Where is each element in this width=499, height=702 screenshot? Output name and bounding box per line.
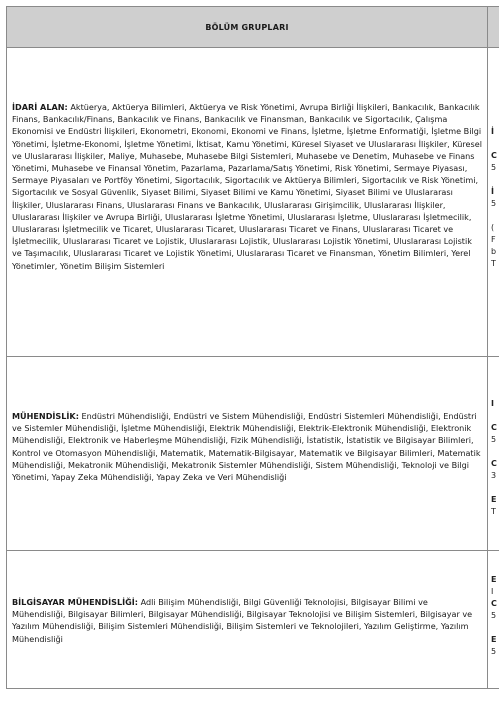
side-fragment: C <box>491 151 497 160</box>
side-fragments-1 <box>491 126 497 270</box>
side-fragment <box>491 446 497 458</box>
table-row <box>12 596 482 645</box>
side-fragment: 5 <box>491 199 497 208</box>
group-label: İDARİ ALAN: <box>12 102 68 112</box>
side-fragment: İ <box>491 127 494 136</box>
side-fragment: E <box>491 575 497 584</box>
side-fragments-2 <box>491 398 497 518</box>
side-fragment: C <box>491 423 497 432</box>
side-fragment <box>491 174 497 186</box>
column-header-title: BÖLÜM GRUPLARI <box>205 22 289 32</box>
side-fragment: b <box>491 247 497 256</box>
side-fragment <box>491 138 497 150</box>
side-fragment: 5 <box>491 647 497 656</box>
side-fragment: T <box>491 259 496 268</box>
side-fragment <box>491 482 497 494</box>
side-fragment: F <box>491 235 496 244</box>
side-fragment: I <box>491 587 494 596</box>
column-header <box>7 7 487 47</box>
side-fragment: E <box>491 495 497 504</box>
side-fragment: İ <box>491 187 494 196</box>
column-divider <box>487 6 488 689</box>
side-fragment: 5 <box>491 611 497 620</box>
group-departments: Endüstri Mühendisliği, Endüstri ve Sistem Mühendisliği, Endüstri Sistemleri Mühendisliği, Endüstri ve Sistemler Mühendisliği, İşletme Mühendisliği, Elektrik Mühendisliği, Elektrik-Elektronik Mühendisliği, Elektronik Mühendisliği, Elektronik ve Haberleşme Mühendisliği, Fizik Mühendisliği, İstatistik, İstatistik ve Bilgisayar Bilimleri, Kontrol ve Otomasyon Mühendisliği, Matematik, Matematik-Bilgisayar, Matematik ve Bilgisayar Bilimleri, Matematik Mühendisliği, Mekatronik Mühendisliği, Mekatronik Sistemler Mühendisliği, Sistem Mühendisliği, Teknoloji ve Bilgi Yönetimi, Yapay Zeka Mühendisliği, Yapay Zeka ve Veri Mühendisliği <box>12 411 481 483</box>
side-fragment: C <box>491 599 497 608</box>
row-divider <box>7 47 499 48</box>
side-fragment: 3 <box>491 471 497 480</box>
group-departments: Aktüerya, Aktüerya Bilimleri, Aktüerya ve Risk Yönetimi, Avrupa Birliği İlişkileri, Bankacılık, Bankacılık Finans, Bankacılık/Finans, Bankacılık ve Finans, Bankacılık ve Finansman, Bankacılık ve Sigortacılık, Çalışma Ekonomisi ve Endüstri İlişkileri, Ekonometri, Ekonomi, Ekonomi ve Finans, İşletme, İşletme Enformatiği, İşletme Bilgi Yönetimi, İşletme-Ekonomi, İşletme Yönetimi, İktisat, Kamu Yönetimi, Küresel Siyaset ve Uluslararası İlişkiler, Küresel ve Uluslararası İlişkiler, Maliye, Muhasebe, Muhasebe Bilgi Sistemleri, Muhasebe ve Denetim, Muhasebe ve Finans Yönetimi, Muhasebe ve Finansal Yönetim, Pazarlama, Pazarlama/Satış Yönetimi, Risk Yönetimi, Sermaye Piyasası, Sermaye Piyasaları ve Portföy Yönetimi, Sigortacılık, Sigortacılık ve Aktüerya Bilimleri, Sigortacılık ve Risk Yönetimi, Sigortacılık ve Sosyal Güvenlik, Siyaset Bilimi, Siyaset Bilimi ve Kamu Yönetimi, Siyaset Bilimi ve Uluslararası İlişkiler, Uluslararası Finans, Uluslararası Finans ve Bankacılık, Uluslararası Girişimcilik, Uluslararası İlişkiler, Uluslararası İlişkiler ve Avrupa Birliği, Uluslararası İşletme Yönetimi, Uluslararası İşletme, Uluslararası İşletmecilik, Uluslararası İşletmecilik ve Ticaret, Uluslararası Ticaret, Uluslararası Ticaret ve Finans, Uluslararası Ticaret ve İşletmecilik, Uluslararası Ticaret ve Lojistik, Uluslararası Lojistik, Uluslararası Lojistik Yönetimi, Uluslararası Lojistik ve Taşımacılık, Uluslararası Ticaret ve Lojistik Yönetimi, Uluslararası Ticaret ve Finansman, Yönetim Bilimleri, Yerel Yönetimler, Yönetim Bilişim Sistemleri <box>12 102 482 271</box>
table-row <box>12 101 482 272</box>
side-fragment: E <box>491 635 497 644</box>
side-fragment: 5 <box>491 163 497 172</box>
side-fragment <box>491 210 497 222</box>
table-row <box>12 410 482 483</box>
group-departments: Adli Bilişim Mühendisliği, Bilgi Güvenliği Teknolojisi, Bilgisayar Bilimi ve Mühendisliği, Bilgisayar Bilimleri, Bilgisayar Mühendisliği, Bilgisayar Teknolojisi ve Bilişim Sistemleri, Bilgisayar ve Yazılım Mühendisliği, Bilişim Sistemleri Mühendisliği, Bilişim Sistemleri ve Teknolojileri, Yazılım Geliştirme, Yazılım Mühendisliği <box>12 597 473 644</box>
side-fragment: T <box>491 507 496 516</box>
side-fragment <box>491 622 497 634</box>
column-header-next <box>488 7 499 47</box>
side-fragments-3 <box>491 574 497 658</box>
side-fragment <box>491 410 497 422</box>
group-label: MÜHENDİSLİK: <box>12 411 79 421</box>
group-label: BİLGİSAYAR MÜHENDİSLİĞİ: <box>12 597 139 607</box>
side-fragment: C <box>491 459 497 468</box>
side-fragment: 5 <box>491 435 497 444</box>
row-divider <box>7 356 499 357</box>
side-fragment: ( <box>491 223 495 232</box>
row-divider <box>7 550 499 551</box>
side-fragment: I <box>491 399 494 408</box>
